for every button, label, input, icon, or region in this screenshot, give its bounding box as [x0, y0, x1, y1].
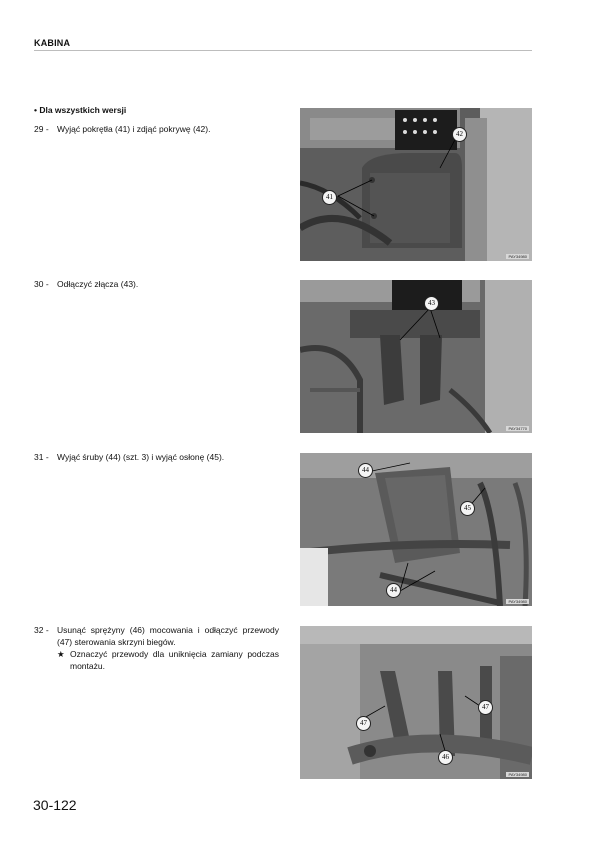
photo-code: PAY34980 — [508, 772, 527, 777]
callout-44-top: 44 — [358, 463, 373, 478]
photo-screws-guard — [300, 453, 532, 606]
step-32 — [34, 625, 279, 648]
step-30 — [34, 279, 279, 291]
step-31 — [34, 452, 279, 464]
photo-springs-cables — [300, 626, 532, 779]
page-number: 30-122 — [33, 797, 77, 813]
header-divider — [34, 50, 532, 51]
photo-illustration — [300, 626, 532, 779]
header-section-title: KABINA — [34, 38, 71, 48]
callout-47-left: 47 — [356, 716, 371, 731]
callout-41: 41 — [322, 190, 337, 205]
step-32-note — [57, 649, 279, 672]
photo-illustration — [300, 453, 532, 606]
photo-knobs-cover — [300, 108, 532, 261]
step-text: Usunąć sprężyny (46) mocowania i odłączyć przewody (47) sterowania skrzyni biegów. — [57, 625, 279, 647]
photo-code: PAY34980 — [508, 599, 527, 604]
step-number: 32 - — [34, 625, 49, 635]
step-number: 31 - — [34, 452, 49, 462]
callout-46: 46 — [438, 750, 453, 765]
step-29 — [34, 124, 279, 136]
photo-illustration — [300, 280, 532, 433]
callout-47-right: 47 — [478, 700, 493, 715]
photo-connectors — [300, 280, 532, 433]
step-number: 29 - — [34, 124, 49, 134]
step-text: Odłączyć złącza (43). — [57, 279, 139, 289]
callout-44-bottom: 44 — [386, 583, 401, 598]
star-icon: ★ — [57, 649, 65, 659]
callout-45: 45 — [460, 501, 475, 516]
photo-code: PAY34980 — [508, 254, 527, 259]
note-text: Oznaczyć przewody dla uniknięcia zamiany podczas montażu. — [70, 649, 279, 671]
step-text: Wyjąć śruby (44) (szt. 3) i wyjąć osłonę (45). — [57, 452, 225, 462]
step-text: Wyjąć pokrętła (41) i zdjąć pokrywę (42). — [57, 124, 211, 134]
section-heading: • Dla wszystkich wersji — [34, 105, 127, 115]
callout-42: 42 — [452, 127, 467, 142]
step-number: 30 - — [34, 279, 49, 289]
photo-illustration — [300, 108, 532, 261]
callout-43: 43 — [424, 296, 439, 311]
photo-code: PAY34770 — [508, 426, 527, 431]
